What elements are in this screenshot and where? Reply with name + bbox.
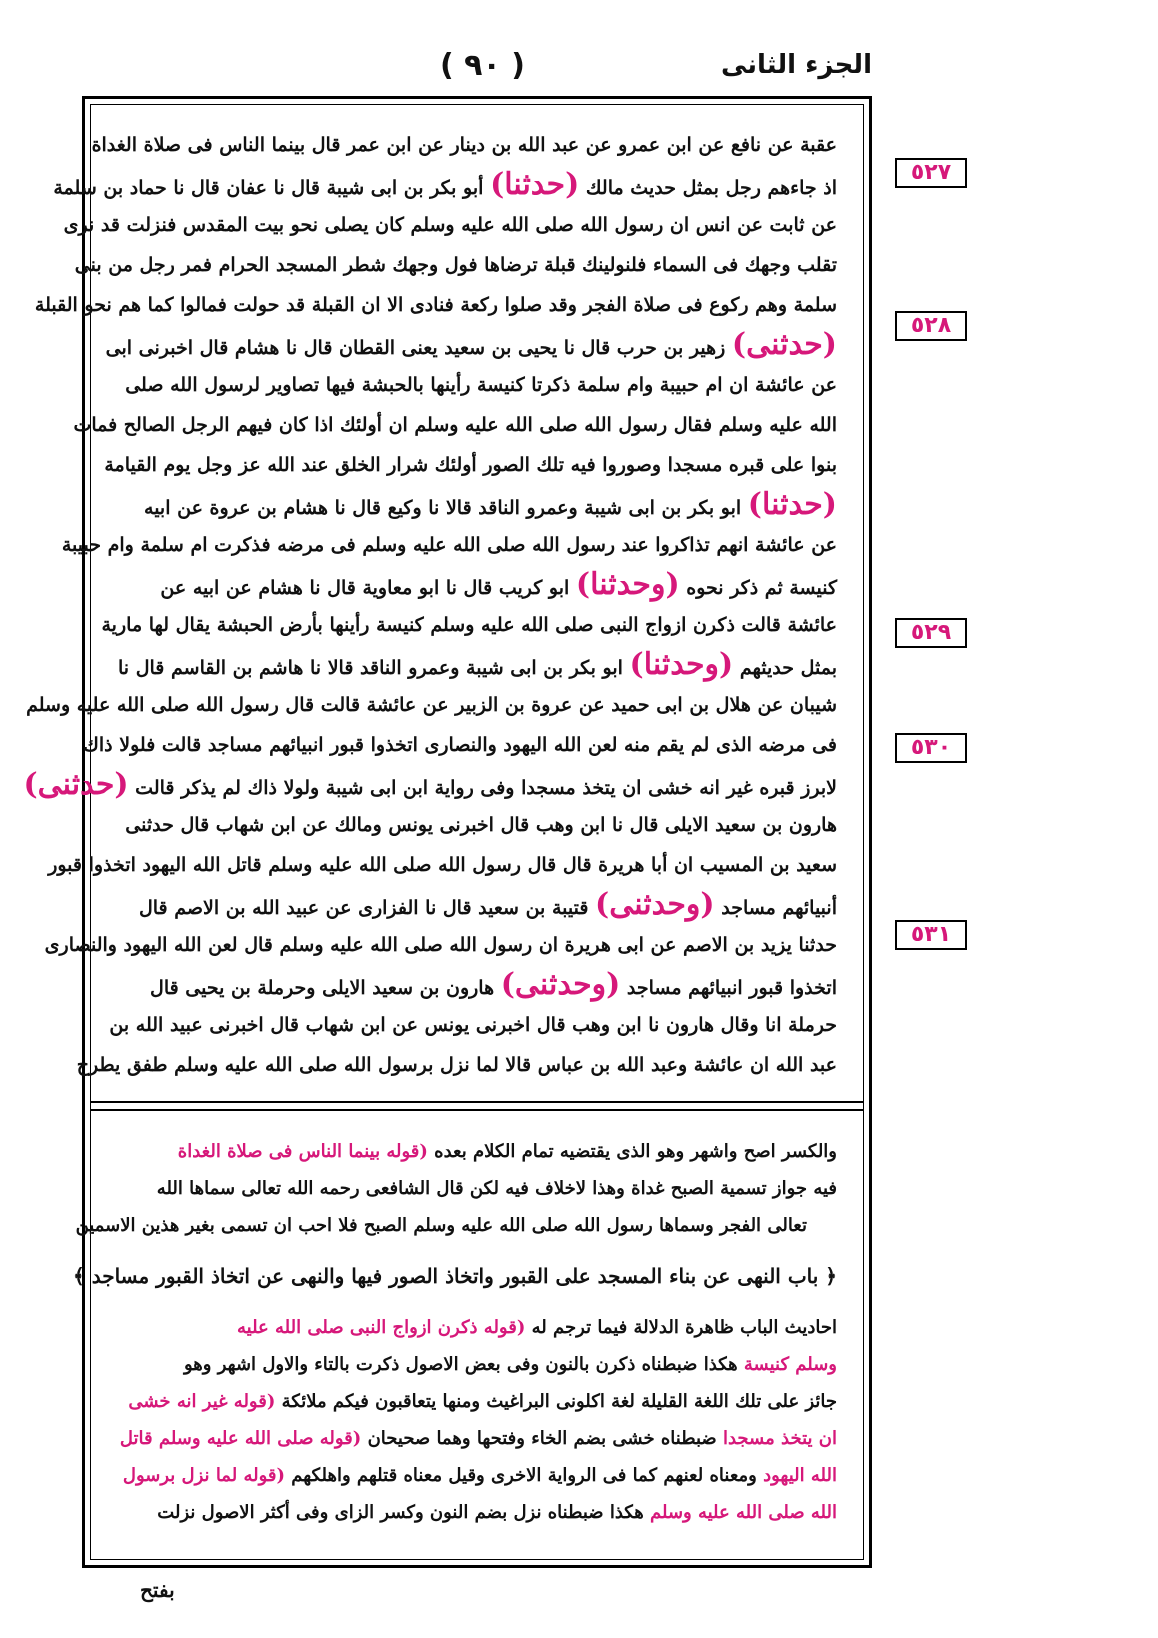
hadith-segment: كنيسة ثم ذكر نحوه (679, 577, 837, 599)
chapter-heading (73, 1258, 837, 1295)
hadith-segment: عائشة قالت ذكرن ازواج النبى صلى الله عليه وسلم كنيسة رأينها بأرض الحبشة يقال لها مارية (101, 614, 837, 636)
hadith-segment: لابرز قبره غير انه خشى ان يتخذ مسجدا وفى رواية ابن ابى شيبة ولولا ذاك لم يذكر قالت (128, 777, 837, 799)
hadith-line (105, 325, 837, 365)
hadith-line (26, 685, 837, 725)
hadith-line (48, 845, 837, 885)
hadith-line (34, 285, 837, 325)
hadith-segment: سعيد بن المسيب ان أبا هريرة قال قال رسول الله صلى الله عليه وسلم قاتل الله اليهود اتخذوا قبور (48, 854, 837, 876)
commentary-line (111, 1133, 837, 1170)
commentary-highlight: (قوله صلى الله عليه وسلم قاتل (119, 1428, 362, 1449)
catchword: بفتح (140, 1578, 175, 1602)
hadith-line (83, 725, 837, 765)
hadith-line (111, 365, 837, 405)
hadith-line (61, 525, 837, 565)
hadith-segment: عقبة عن نافع عن ابن عمرو عن عبد الله بن دينار عن ابن عمر قال بينما الناس فى صلاة الغداة (91, 134, 837, 156)
section-divider (91, 1101, 863, 1111)
hadith-text (23, 125, 837, 1085)
hadith-number-box: ٥٣٠ (895, 733, 967, 763)
hadith-line (111, 885, 837, 925)
narration-keyword: (حدثنا) (490, 167, 580, 202)
commentary-highlight: ان يتخذ مسجدا (722, 1428, 837, 1449)
page-number: ( ٩٠ ) (440, 48, 525, 83)
commentary-highlight: (قوله بينما الناس فى صلاة الغداة (177, 1141, 428, 1162)
commentary-highlight: (قوله غير انه خشى (128, 1391, 276, 1412)
commentary-line (111, 1309, 837, 1346)
hadith-number-box: ٥٢٩ (895, 618, 967, 648)
hadith-number-box: ٥٣١ (895, 920, 967, 950)
hadith-line (53, 165, 837, 205)
commentary-line (75, 1207, 837, 1244)
commentary-segment: والكسر اصح واشهر وهو الذى يقتضيه تمام الكلام بعده (427, 1141, 837, 1162)
commentary-line (111, 1346, 837, 1383)
commentary-highlight: (قوله ذكرن ازواج النبى صلى الله عليه (236, 1317, 526, 1338)
hadith-segment: حرملة انا وقال هارون نا ابن وهب قال اخبرنى يونس عن ابن شهاب قال اخبرنى عبيد الله بن (109, 1014, 837, 1036)
hadith-line (104, 445, 837, 485)
hadith-segment: شيبان عن هلال بن ابى حميد عن عروة بن الزبير عن عائشة قالت قال رسول الله صلى الله عليه وسلم (26, 694, 837, 716)
hadith-line (111, 805, 837, 845)
hadith-segment: أبو بكر بن ابى شيبة قال نا عفان قال نا حماد بن سلمة (53, 177, 491, 199)
hadith-line (111, 645, 837, 685)
hadith-line (74, 245, 837, 285)
narration-keyword: (حدثنى) (23, 767, 129, 802)
hadith-segment: ابو بكر بن ابى شيبة وعمرو الناقد قالا نا هاشم بن القاسم قال نا (118, 657, 630, 679)
hadith-line (111, 965, 837, 1005)
commentary-segment: جائز على تلك اللغة القليلة لغة اكلونى البراغيث ومنها يتعاقبون فيكم ملائكة (275, 1391, 837, 1412)
hadith-line (76, 1045, 837, 1085)
hadith-segment: زهير بن حرب قال نا يحيى بن سعيد يعنى القطان قال نا هشام قال اخبرنى ابى (105, 337, 732, 359)
commentary-segment: هكذا ضبطناه ذكرن بالنون وفى بعض الاصول ذكرت بالتاء والاول اشهر وهو (183, 1354, 744, 1375)
commentary-segment: تعالى الفجر وسماها رسول الله صلى الله عليه وسلم الصبح فلا احب ان تسمى بغير هذين الاسمين (75, 1215, 807, 1236)
hadith-segment: بمثل حديثهم (733, 657, 837, 679)
hadith-line (111, 565, 837, 605)
hadith-segment: فى مرضه الذى لم يقم منه لعن الله اليهود والنصارى اتخذوا قبور انبيائهم مساجد قالت فلولا ذاك (83, 734, 837, 756)
narration-keyword: (وحدثنا) (575, 567, 680, 602)
commentary-segment: هكذا ضبطناه نزل بضم النون وكسر الزاى وفى أكثر الاصول نزلت (157, 1502, 650, 1523)
hadith-segment: بنوا على قبره مسجدا وصوروا فيه تلك الصور أولئك شرار الخلق عند الله عز وجل يوم القيامة (104, 454, 837, 476)
hadith-segment: اتخذوا قبور انبيائهم مساجد (620, 977, 837, 999)
hadith-number-box: ٥٢٨ (895, 311, 967, 341)
frame-inner-border (23, 104, 864, 1560)
hadith-line (111, 485, 837, 525)
page-header (82, 44, 872, 94)
commentary-highlight: (قوله لما نزل برسول (122, 1465, 286, 1486)
commentary-line (111, 1457, 837, 1494)
hadith-segment: أنبيائهم مساجد (714, 897, 837, 919)
hadith-segment: حدثنا يزيد بن الاصم عن ابى هريرة ان رسول الله صلى الله عليه وسلم قال لعن الله اليهود والنصارى (44, 934, 837, 956)
commentary-segment: ضبطناه خشى بضم الخاء وفتحها وهما صحيحان (361, 1428, 723, 1449)
page-frame (23, 96, 872, 1568)
hadith-number-box: ٥٢٧ (895, 158, 967, 188)
hadith-line (91, 125, 837, 165)
narration-keyword: (وحدثنى) (595, 887, 715, 922)
hadith-segment: ابو بكر بن ابى شيبة وعمرو الناقد قالا نا وكيع قال نا هشام بن عروة عن ابيه (144, 497, 748, 519)
hadith-segment: ابو كريب قال نا ابو معاوية قال نا هشام عن ابيه عن (160, 577, 576, 599)
commentary-highlight: الله اليهود (763, 1465, 837, 1486)
hadith-segment: عن عائشة انهم تذاكروا عند رسول الله صلى الله عليه وسلم فى مرضه فذكرت ام سلمة وام حبيبة (61, 534, 837, 556)
narration-keyword: (حدثنى) (731, 327, 837, 362)
hadith-segment: قتيبة بن سعيد قال نا الفزارى عن عبيد الله بن الاصم قال (138, 897, 596, 919)
commentary-text (73, 1133, 837, 1531)
hadith-line (63, 205, 837, 245)
commentary-line (111, 1383, 837, 1420)
commentary-segment: احاديث الباب ظاهرة الدلالة فيما ترجم له (525, 1317, 837, 1338)
hadith-line (44, 925, 837, 965)
commentary-highlight: الله صلى الله عليه وسلم (650, 1502, 837, 1523)
hadith-line (101, 605, 837, 645)
part-title: الجزء الثانى (720, 50, 872, 80)
chapter-title: ﴿ باب النهى عن بناء المسجد على القبور واتخاذ الصور فيها والنهى عن اتخاذ القبور مساجد ﴾ (73, 1264, 837, 1288)
hadith-line (23, 765, 837, 805)
hadith-line (73, 405, 837, 445)
commentary-line (111, 1494, 837, 1531)
hadith-segment: تقلب وجهك فى السماء فلنولينك قبلة ترضاها فول وجهك شطر المسجد الحرام فمر رجل من بنى (74, 254, 837, 276)
narration-keyword: (حدثنا) (747, 487, 837, 522)
commentary-highlight: وسلم كنيسة (743, 1354, 837, 1375)
hadith-segment: اذ جاءهم رجل بمثل حديث مالك (579, 177, 837, 199)
hadith-segment: الله عليه وسلم فقال رسول الله صلى الله عليه وسلم ان أولئك اذا كان فيهم الرجل الصالح فمات (73, 414, 837, 436)
commentary-segment: فيه جواز تسمية الصبح غداة وهذا لاخلاف فيه لكن قال الشافعى رحمه الله تعالى سماها الله (156, 1178, 837, 1199)
hadith-segment: عن ثابت عن انس ان رسول الله صلى الله عليه وسلم كان يصلى نحو بيت المقدس فنزلت قد نرى (63, 214, 837, 236)
hadith-segment: عبد الله ان عائشة وعبد الله بن عباس قالا لما نزل برسول الله صلى الله عليه وسلم طفق يطرح (76, 1054, 837, 1076)
narration-keyword: (وحدثنى) (500, 967, 621, 1002)
hadith-segment: عن عائشة ان ام حبيبة وام سلمة ذكرتا كنيسة رأينها بالحبشة فيها تصاوير لرسول الله صلى (125, 374, 837, 396)
hadith-segment: هارون بن سعيد الايلى وحرملة بن يحيى قال (150, 977, 501, 999)
commentary-line (111, 1420, 837, 1457)
narration-keyword: (وحدثنا) (629, 647, 734, 682)
commentary-line (111, 1170, 837, 1207)
hadith-line (111, 1005, 837, 1045)
hadith-segment: سلمة وهم ركوع فى صلاة الفجر وقد صلوا ركعة فنادى الا ان القبلة قد حولت فمالوا كما هم نحو القبلة (34, 294, 837, 316)
hadith-segment: هارون بن سعيد الايلى قال نا ابن وهب قال اخبرنى يونس ومالك عن ابن شهاب قال حدثنى (125, 814, 837, 836)
commentary-segment: ومعناه لعنهم كما فى الرواية الاخرى وقيل معناه قتلهم واهلكهم (285, 1465, 764, 1486)
